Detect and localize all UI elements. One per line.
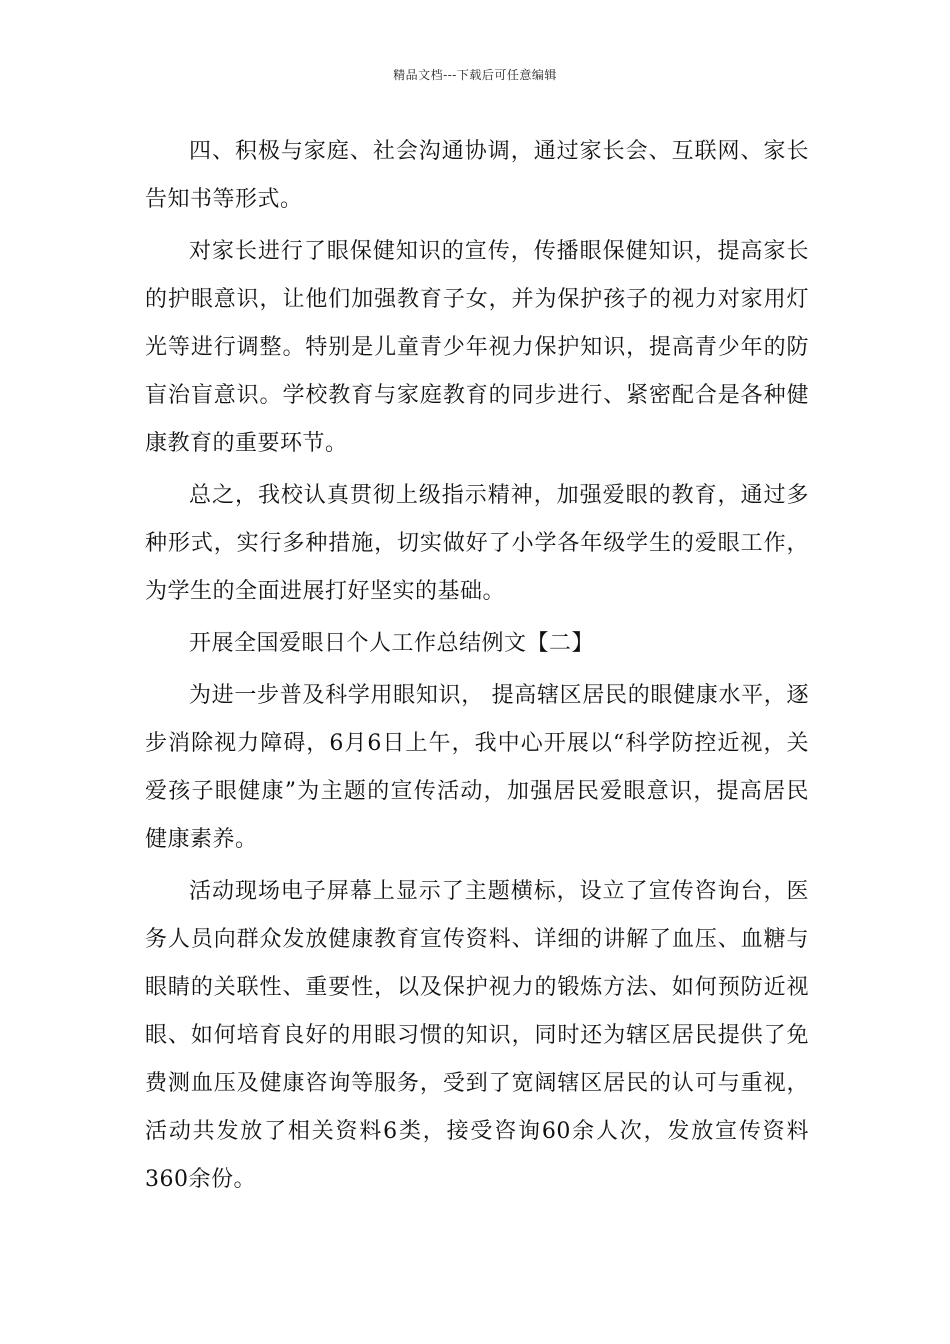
page-header: 精品文档---下载后可任意编辑 [393,68,557,82]
paragraph-event-intro: 为进一步普及科学用眼知识， 提高辖区居民的眼健康水平，逐步消除视力障碍，6月6日上午，我中心开展以“科学防控近视，关爱孩子眼健康”为主题的宣传活动，加强居民爱眼意识，提高居民健康素养。 [145,683,809,852]
paragraph-summary: 总之，我校认真贯彻上级指示精神，加强爱眼的教育，通过多种形式，实行多种措施，切实做好了小学各年级学生的爱眼工作，为学生的全面进展打好坚实的基础。 [145,483,809,604]
paragraph-communication: 四、积极与家庭、社会沟通协调，通过家长会、互联网、家长告知书等形式。 [145,139,809,212]
paragraph-event-details: 活动现场电子屏幕上显示了主题横标，设立了宣传咨询台，医务人员向群众发放健康教育宣传资料、详细的讲解了血压、血糖与眼睛的关联性、重要性，以及保护视力的锻炼方法、如何预防近视眼、如何培育良好的用眼习惯的知识，同时还为辖区居民提供了免费测血压及健康咨询等服务，受到了宽阔辖区居民的认可与重视，活动共发放了相关资料6类，接受咨询60余人次，发放宣传资料360余份。 [145,879,809,1192]
section-heading: 开展全国爱眼日个人工作总结例文【二】 [189,631,595,656]
paragraph-parent-education: 对家长进行了眼保健知识的宣传，传播眼保健知识，提高家长的护眼意识，让他们加强教育子女，并为保护孩子的视力对家用灯光等进行调整。特别是儿童青少年视力保护知识，提高青少年的防盲治盲意识。学校教育与家庭教育的同步进行、紧密配合是各种健康教育的重要环节。 [145,239,809,456]
document-body [145,128,809,1204]
